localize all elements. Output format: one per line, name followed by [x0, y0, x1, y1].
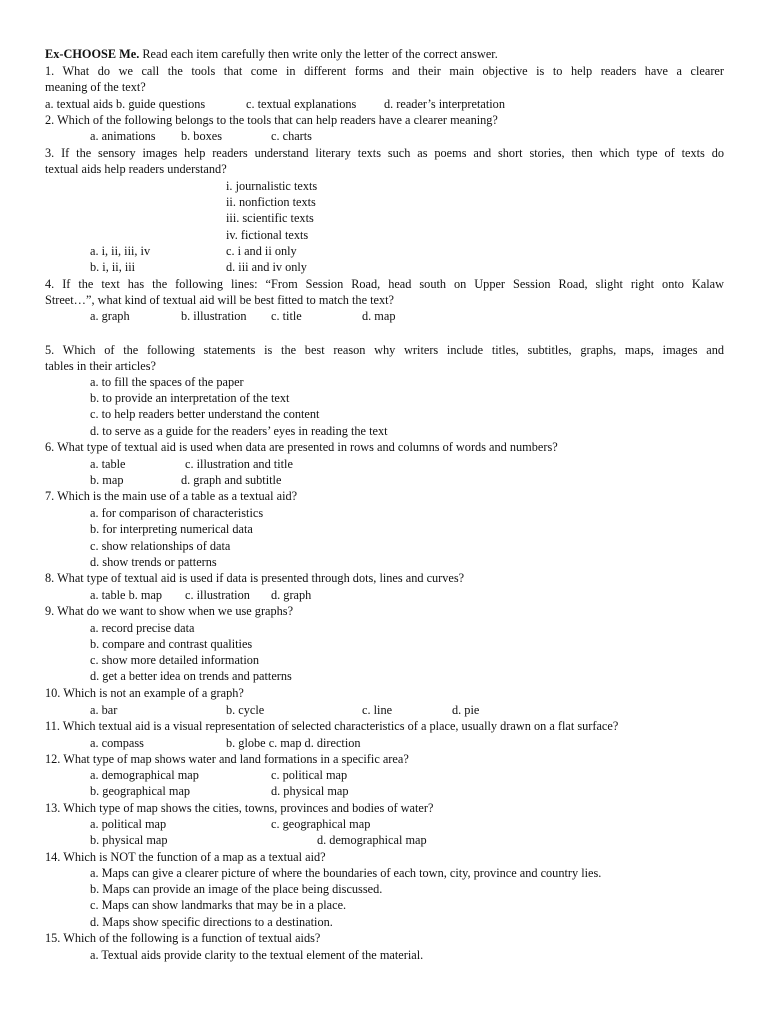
q12-choice-a: a. demographical map — [90, 768, 199, 782]
q9-choice-d: d. get a better idea on trends and patterns — [90, 669, 292, 683]
q10-choice-b: b. cycle — [226, 703, 265, 717]
q12-choice-b: b. geographical map — [90, 784, 191, 798]
q4-stem-line2: Street…”, what kind of textual aid will be best fitted to match the text? — [45, 293, 394, 307]
q3-option-iv: iv. fictional texts — [226, 228, 309, 242]
q2-choice-b: b. boxes — [181, 129, 222, 143]
q3-option-ii: ii. nonfiction texts — [226, 195, 316, 209]
q1-choice-ab: a. textual aids b. guide questions — [45, 97, 206, 111]
q10-choice-a: a. bar — [90, 703, 118, 717]
q6-choice-c: c. illustration and title — [185, 457, 293, 471]
q5-choice-b: b. to provide an interpretation of the text — [90, 391, 290, 405]
q10-choice-d: d. pie — [452, 703, 480, 717]
q6-stem: 6. What type of textual aid is used when data are presented in rows and columns of words and numbers? — [45, 440, 558, 454]
q5-choice-c: c. to help readers better understand the content — [90, 407, 320, 421]
q13-stem: 13. Which type of map shows the cities, towns, provinces and bodies of water? — [45, 801, 434, 815]
q15-choice-a: a. Textual aids provide clarity to the textual element of the material. — [90, 948, 424, 962]
q9-choice-b: b. compare and contrast qualities — [90, 637, 253, 651]
q4-stem-line1: 4. If the text has the following lines: “From Session Road, head south on Upper Session Road, slight right onto Kalaw — [45, 277, 724, 291]
q3-choice-d: d. iii and iv only — [226, 260, 307, 274]
q13-choice-b: b. physical map — [90, 833, 168, 847]
q4-choice-c: c. title — [271, 309, 302, 323]
title-instructions: Read each item carefully then write only the letter of the correct answer. — [139, 47, 498, 61]
q1-choice-d: d. reader’s interpretation — [384, 97, 505, 111]
q5-choice-a: a. to fill the spaces of the paper — [90, 375, 244, 389]
q12-choice-c: c. political map — [271, 768, 348, 782]
q14-choice-a: a. Maps can give a clearer picture of where the boundaries of each town, city, province and country lies. — [90, 866, 602, 880]
q10-stem: 10. Which is not an example of a graph? — [45, 686, 244, 700]
q3-stem-line2: textual aids help readers understand? — [45, 162, 227, 176]
q14-choice-b: b. Maps can provide an image of the place being discussed. — [90, 882, 383, 896]
q13-choice-c: c. geographical map — [271, 817, 371, 831]
q10-choice-c: c. line — [362, 703, 393, 717]
q4-choice-b: b. illustration — [181, 309, 247, 323]
q2-stem: 2. Which of the following belongs to the tools that can help readers have a clearer meaning? — [45, 113, 498, 127]
q14-choice-d: d. Maps show specific directions to a destination. — [90, 915, 333, 929]
q1-stem-line1: 1. What do we call the tools that come in different forms and their main objective is to help readers have a clearer — [45, 64, 724, 78]
q3-option-iii: iii. scientific texts — [226, 211, 314, 225]
q8-choice-ab: a. table b. map — [90, 588, 163, 602]
worksheet-title — [45, 46, 498, 62]
q7-choice-b: b. for interpreting numerical data — [90, 522, 253, 536]
q4-choice-a: a. graph — [90, 309, 130, 323]
q4-choice-d: d. map — [362, 309, 396, 323]
q6-choice-a: a. table — [90, 457, 126, 471]
q3-stem-line1: 3. If the sensory images help readers understand literary texts such as poems and short stories, then which type of texts do — [45, 146, 724, 160]
q5-stem-line1: 5. Which of the following statements is the best reason why writers include titles, subtitles, graphs, maps, images and — [45, 343, 724, 357]
q3-option-i: i. journalistic texts — [226, 179, 318, 193]
q2-choice-c: c. charts — [271, 129, 312, 143]
q13-choice-a: a. political map — [90, 817, 167, 831]
q7-choice-d: d. show trends or patterns — [90, 555, 217, 569]
q3-choice-c: c. i and ii only — [226, 244, 297, 258]
q7-choice-a: a. for comparison of characteristics — [90, 506, 264, 520]
q9-stem: 9. What do we want to show when we use graphs? — [45, 604, 294, 618]
q7-stem: 7. Which is the main use of a table as a textual aid? — [45, 489, 298, 503]
q12-choice-d: d. physical map — [271, 784, 349, 798]
q8-choice-d: d. graph — [271, 588, 312, 602]
q3-choice-a: a. i, ii, iii, iv — [90, 244, 151, 258]
q1-choice-c: c. textual explanations — [246, 97, 357, 111]
q9-choice-c: c. show more detailed information — [90, 653, 260, 667]
q3-choice-b: b. i, ii, iii — [90, 260, 136, 274]
q14-stem: 14. Which is NOT the function of a map as a textual aid? — [45, 850, 326, 864]
q11-choice-a: a. compass — [90, 736, 144, 750]
q15-stem: 15. Which of the following is a function of textual aids? — [45, 931, 321, 945]
q13-choice-d: d. demographical map — [317, 833, 427, 847]
q12-stem: 12. What type of map shows water and land formations in a specific area? — [45, 752, 409, 766]
q6-choice-d: d. graph and subtitle — [181, 473, 282, 487]
title-bold: Ex-CHOOSE Me. — [45, 47, 140, 61]
q5-stem-line2: tables in their articles? — [45, 359, 156, 373]
q7-choice-c: c. show relationships of data — [90, 539, 231, 553]
q1-stem-line2: meaning of the text? — [45, 80, 146, 94]
q5-choice-d: d. to serve as a guide for the readers’ eyes in reading the text — [90, 424, 388, 438]
q6-choice-b: b. map — [90, 473, 124, 487]
q11-choice-bcd: b. globe c. map d. direction — [226, 736, 361, 750]
q14-choice-c: c. Maps can show landmarks that may be in a place. — [90, 898, 347, 912]
q8-stem: 8. What type of textual aid is used if data is presented through dots, lines and curves? — [45, 571, 465, 585]
q11-stem: 11. Which textual aid is a visual representation of selected characteristics of a place, usually drawn on a flat surface? — [45, 719, 619, 733]
q2-choice-a: a. animations — [90, 129, 156, 143]
q9-choice-a: a. record precise data — [90, 621, 195, 635]
q8-choice-c: c. illustration — [185, 588, 250, 602]
